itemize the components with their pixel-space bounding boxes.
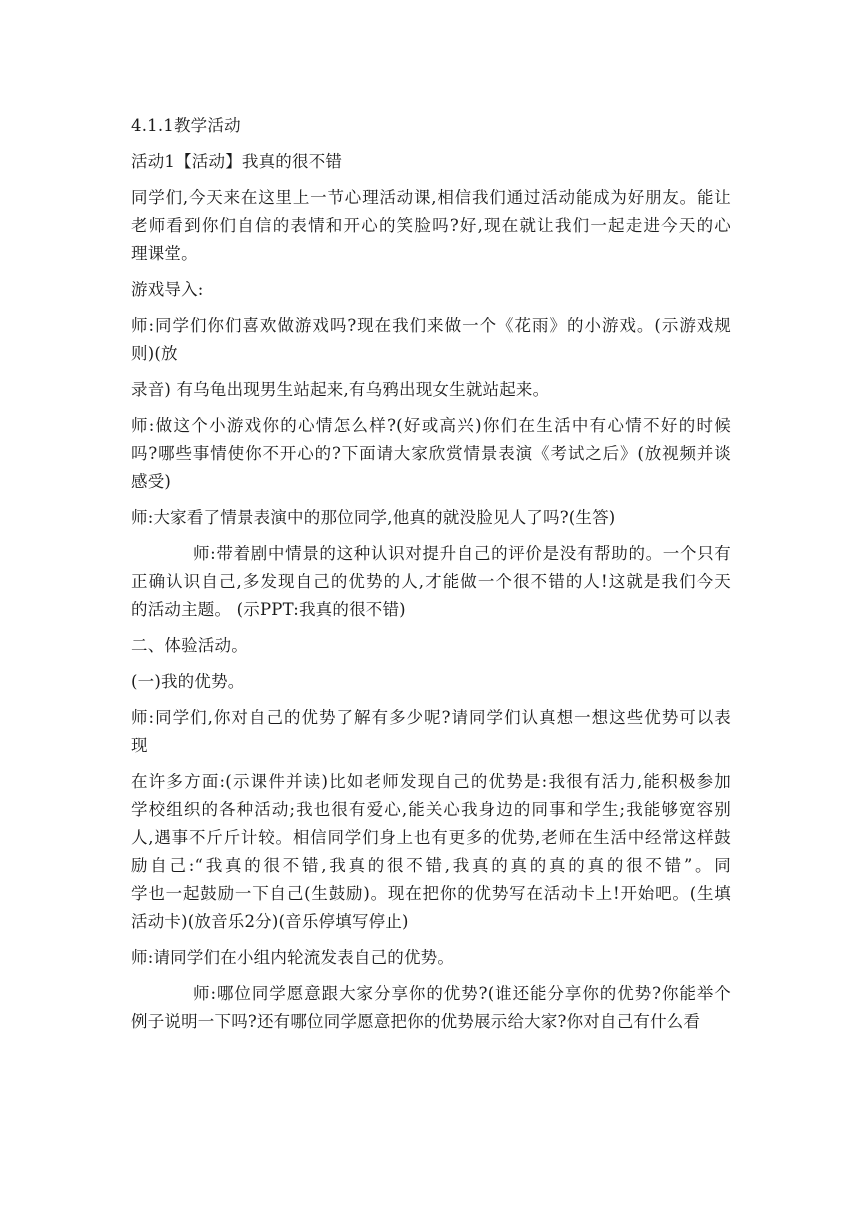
- text-line: 励自己:“我真的很不错,我真的很不错,我真的真的真的真的很不错”。同: [131, 856, 731, 875]
- text-line: 活动卡)(放音乐2分)(音乐停填写停止): [131, 912, 409, 931]
- text-line: 在许多方面:(示课件并读)比如老师发现自己的优势是:我很有活力,能积极参加: [131, 772, 731, 791]
- game-paragraph: [131, 312, 731, 368]
- text-line: 师:带着剧中情景的这种认识对提升自己的评价是没有帮助的。一个只有: [193, 544, 731, 563]
- text-line: 吗?哪些事情使你不开心的?下面请大家欣赏情景表演《考试之后》(放视频并谈: [131, 444, 731, 463]
- text-line: 正确认识自己,多发现自己的优势的人,才能做一个很不错的人!这就是我们今天: [131, 572, 731, 591]
- part-two-heading: 二、体验活动。: [131, 636, 248, 655]
- text-line: 录音) 有乌龟出现男生站起来,有乌鸦出现女生就站起来。: [131, 380, 550, 399]
- text-line: 师:大家看了情景表演中的那位同学,他真的就没脸见人了吗?(生答): [131, 508, 616, 527]
- text-line: 老师看到你们自信的表情和开心的笑脸吗?好,现在就让我们一起走进今天的心: [131, 216, 731, 235]
- text-line: 同学们,今天来在这里上一节心理活动课,相信我们通过活动能成为好朋友。能让: [131, 188, 731, 207]
- text-line: 人,遇事不斤斤计较。相信同学们身上也有更多的优势,老师在生活中经常这样鼓: [131, 828, 731, 847]
- feeling-paragraph: [131, 412, 731, 496]
- text-line: 现: [131, 736, 148, 755]
- text-line: 感受): [131, 472, 172, 491]
- section-heading: 4.1.1教学活动: [131, 116, 241, 135]
- text-line: 例子说明一下吗?还有哪位同学愿意把你的优势展示给大家?你对自己有什么看: [131, 1012, 701, 1031]
- text-line: 学校组织的各种活动;我也很有爱心,能关心我身边的同事和学生;我能够宽容别: [131, 800, 731, 819]
- text-line: 师:哪位同学愿意跟大家分享你的优势?(谁还能分享你的优势?你能举个: [193, 984, 731, 1003]
- text-line: 则)(放: [131, 344, 178, 363]
- text-line: 师:请同学们在小组内轮流发表自己的优势。: [131, 948, 455, 967]
- document-body: [131, 112, 731, 1036]
- text-line: 理课堂。: [131, 244, 198, 263]
- game-intro-heading: 游戏导入:: [131, 280, 204, 299]
- activity-title: 活动1【活动】我真的很不错: [131, 152, 343, 171]
- strengths-paragraph: [131, 768, 731, 936]
- text-line: 师:同学们,你对自己的优势了解有多少呢?请同学们认真想一想这些优势可以表: [131, 708, 731, 727]
- text-line: 的活动主题。 (示PPT:我真的很不错): [131, 600, 406, 619]
- text-line: 学也一起鼓励一下自己(生鼓励)。现在把你的优势写在活动卡上!开始吧。(生填: [131, 884, 731, 903]
- strengths-question: [131, 704, 731, 760]
- sharing-paragraph: [131, 980, 731, 1036]
- intro-paragraph: [131, 184, 731, 268]
- subsection-heading: (一)我的优势。: [131, 672, 245, 691]
- theme-paragraph: [131, 540, 731, 624]
- text-line: 师:做这个小游戏你的心情怎么样?(好或高兴)你们在生活中有心情不好的时候: [131, 416, 731, 435]
- text-line: 师:同学们你们喜欢做游戏吗?现在我们来做一个《花雨》的小游戏。(示游戏规: [131, 316, 731, 335]
